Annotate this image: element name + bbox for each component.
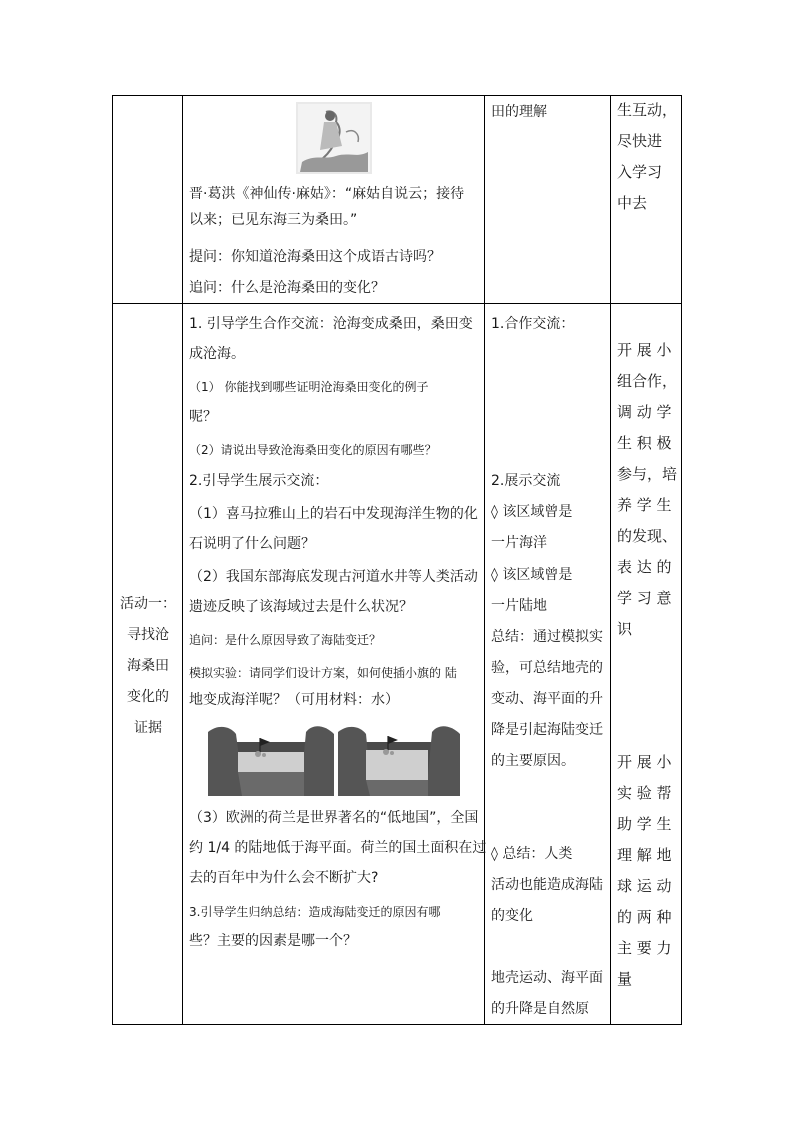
text-line: 地变成海洋呢？（可用材料：水） [189, 692, 399, 708]
intent-line: 养 学 生 [617, 496, 672, 514]
intent-line: 识 [617, 620, 633, 638]
text-line: （1） 你能找到哪些证明沧海桑田变化的例子 [189, 380, 429, 394]
student-text: 田的理解 [491, 104, 547, 120]
text-line: 的主要原因。 [491, 753, 575, 769]
text-line: 的升降是自然原 [491, 1001, 589, 1017]
intent-line: 的发现、 [617, 527, 678, 545]
text-line: 1.合作交流： [491, 316, 575, 332]
text-line: 追问：是什么原因导致了海陆变迁？ [189, 633, 382, 647]
intent-line: 学 习 意 [617, 589, 672, 607]
text-line: 2.引导学生展示交流： [189, 473, 329, 489]
text-line: 验，可总结地壳的 [491, 660, 603, 676]
text-line: 活动也能造成海陆 [491, 877, 603, 893]
text-line: 总结：通过模拟实 [491, 629, 603, 645]
text-line: 些？主要的因素是哪一个？ [189, 933, 357, 949]
activity-title: 海桑田 [127, 658, 169, 674]
question-line: 提问：你知道沧海桑田这个成语古诗吗？ [189, 249, 441, 265]
text-line: 3.引导学生归纳总结：造成海陆变迁的原因有哪 [189, 905, 441, 919]
text-line: （2）请说出导致沧海桑田变化的原因有哪些？ [189, 443, 437, 457]
intent-line: 主 要 力 [617, 939, 672, 957]
text-line: （2）我国东部海底发现古河道水井等人类活动 [189, 569, 478, 585]
student-activity-cell [485, 304, 611, 1025]
text-line: 1. 引导学生合作交流：沧海变成桑田，桑田变 [189, 316, 473, 332]
text-line: 去的百年中为什么会不断扩大? [189, 870, 379, 886]
text-line: 遗迹反映了该海域过去是什么状况？ [189, 599, 413, 615]
text-line: （1）喜马拉雅山上的岩石中发现海洋生物的化 [189, 506, 478, 522]
activity-title: 活动一： [120, 596, 176, 612]
text-line: 地壳运动、海平面 [491, 970, 603, 986]
text-line: 约 1/4 的陆地低于海平面。荷兰的国土面积在过 [189, 840, 487, 856]
intent-line: 表 达 的 [617, 558, 672, 576]
teacher-activity-cell [183, 304, 485, 1025]
text-line: 呢？ [189, 409, 217, 425]
text-line: 一片海洋 [491, 535, 547, 551]
intent-line: 生 积 极 [617, 434, 672, 452]
intent-line: 理 解 地 [617, 846, 672, 864]
lesson-plan-table [112, 95, 682, 1025]
intent-line: 尽快进 [617, 132, 663, 150]
intent-line: 调 动 学 [617, 403, 672, 421]
student-activity-cell [485, 96, 611, 304]
intent-line: 实 验 帮 [617, 784, 672, 802]
intent-line: 中去 [617, 194, 648, 212]
design-intent-cell [611, 96, 682, 304]
text-line: 变动、海平面的升 [491, 691, 603, 707]
quote-line-1: 晋·葛洪《神仙传·麻姑》：“麻姑自说云；接待 [189, 186, 465, 202]
intent-line: 组合作， [617, 372, 678, 390]
activity-name-cell [113, 304, 183, 1025]
text-line: ◊ 该区域曾是 [491, 567, 573, 583]
intent-line: 开 展 小 [617, 753, 672, 771]
follow-up-question: 追问：什么是沧海桑田的变化？ [189, 280, 385, 296]
goddess-painting-image [296, 102, 372, 174]
table-row [113, 304, 682, 1025]
text-line: 2.展示交流 [491, 473, 561, 489]
text-line: 成沧海。 [189, 346, 245, 362]
activity-title: 证据 [134, 720, 162, 736]
intent-line: 生互动， [617, 101, 678, 119]
quote-line-2: 以来；已见东海三为桑田。” [189, 212, 358, 228]
intent-line: 量 [617, 970, 633, 988]
intent-line: 参与，培 [617, 465, 678, 483]
text-line: 石说明了什么问题？ [189, 536, 315, 552]
intent-line: 助 学 生 [617, 815, 672, 833]
text-line: （3）欧洲的荷兰是世界著名的“低地国”，全国 [189, 810, 479, 826]
text-line: ◊ 该区域曾是 [491, 504, 573, 520]
activity-cell-empty [113, 96, 183, 304]
text-line: 一片陆地 [491, 598, 547, 614]
activity-title: 变化的 [127, 689, 169, 705]
text-line: 模拟实验：请同学们设计方案，如何使插小旗的 陆 [189, 666, 457, 680]
intent-line: 入学习 [617, 163, 663, 181]
activity-title: 寻找沧 [127, 627, 169, 643]
teacher-activity-cell [183, 96, 485, 304]
table-row [113, 96, 682, 304]
text-line: 降是引起海陆变迁 [491, 722, 603, 738]
experiment-diagram [208, 724, 460, 796]
text-line: 的变化 [491, 908, 533, 924]
intent-line: 开 展 小 [617, 341, 672, 359]
intent-line: 的 两 种 [617, 908, 672, 926]
design-intent-cell [611, 304, 682, 1025]
intent-line: 球 运 动 [617, 877, 672, 895]
text-line: ◊ 总结：人类 [491, 846, 573, 862]
